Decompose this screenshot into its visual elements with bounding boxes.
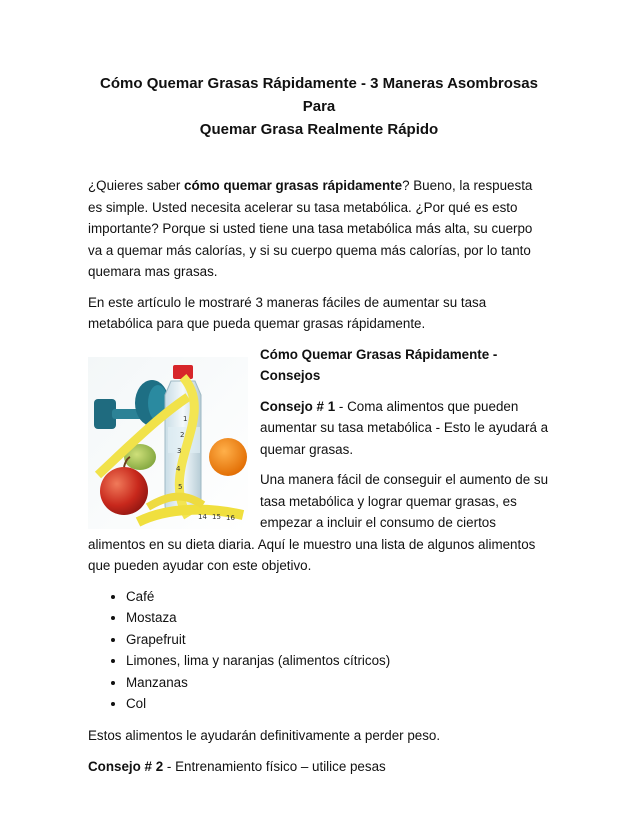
fitness-illustration — [88, 357, 248, 529]
document-body — [88, 72, 550, 778]
title-line-1: Cómo Quemar Grasas Rápidamente - 3 Maneras Asombrosas Para — [100, 75, 538, 115]
list-item: • Manzanas — [126, 672, 550, 694]
intro-bold-phrase: cómo quemar grasas rápidamente — [184, 178, 403, 193]
consejo-1-text: - Coma alimentos que pueden aumentar su tasa metabólica - Esto le ayudará a quemar grasas. — [260, 398, 549, 457]
tape-number: 1 — [183, 414, 188, 423]
consejo-1-label: Consejo # 1 — [260, 398, 336, 414]
paragraph-4: Estos alimentos le ayudarán definitivamente a perder peso. — [88, 727, 441, 743]
consejo-2-paragraph — [88, 756, 550, 778]
tape-number: 14 — [198, 512, 207, 521]
tape-number: 4 — [176, 464, 181, 473]
fitness-photo — [88, 357, 248, 529]
tape-number: 15 — [212, 512, 221, 521]
list-item: • Col — [126, 693, 550, 715]
paragraph-3: Una manera fácil de conseguir el aumento de su tasa metabólica y lograr quemar grasas, es empezar a incluir el consumo de ciertos alimentos en su dieta diaria. Aquí le muestro una lista de algunos alimentos que pueden ayudar con este objetivo. — [88, 472, 549, 573]
list-item: • Grapefruit — [126, 629, 550, 651]
consejo-2-label: Consejo # 2 — [88, 759, 164, 774]
page-title — [88, 72, 550, 141]
list-item: • Mostaza — [126, 607, 550, 629]
intro-text-before: ¿Quieres saber — [88, 178, 185, 193]
tape-number: 2 — [180, 430, 185, 439]
consejo-2-text: - Entrenamiento físico – utilice pesas — [163, 759, 386, 774]
title-line-2: Quemar Grasa Realmente Rápido — [199, 121, 439, 138]
tape-number: 16 — [226, 513, 235, 522]
tape-number: 5 — [178, 482, 183, 491]
intro-paragraph — [88, 175, 550, 283]
list-item: • Café — [126, 586, 550, 608]
list-item: • Limones, lima y naranjas (alimentos cítricos) — [126, 650, 550, 672]
intro-text-after: ? Bueno, la respuesta es simple. Usted necesita acelerar su tasa metabólica. ¿Por qué es esto importante? Porque si usted tiene una tasa metabólica más alta, su cuerpo va a quemar más calorías, y si su cuerpo quema más calorías, por lo tanto quemara mas grasas. — [88, 178, 533, 279]
section-heading: Cómo Quemar Grasas Rápidamente - Consejos — [260, 346, 498, 383]
food-list — [88, 586, 550, 715]
orange-icon — [209, 438, 247, 476]
tape-number: 3 — [177, 446, 182, 455]
paragraph-2: En este artículo le mostraré 3 maneras fáciles de aumentar su tasa metabólica para que pueda quemar grasas rápidamente. — [88, 294, 487, 331]
